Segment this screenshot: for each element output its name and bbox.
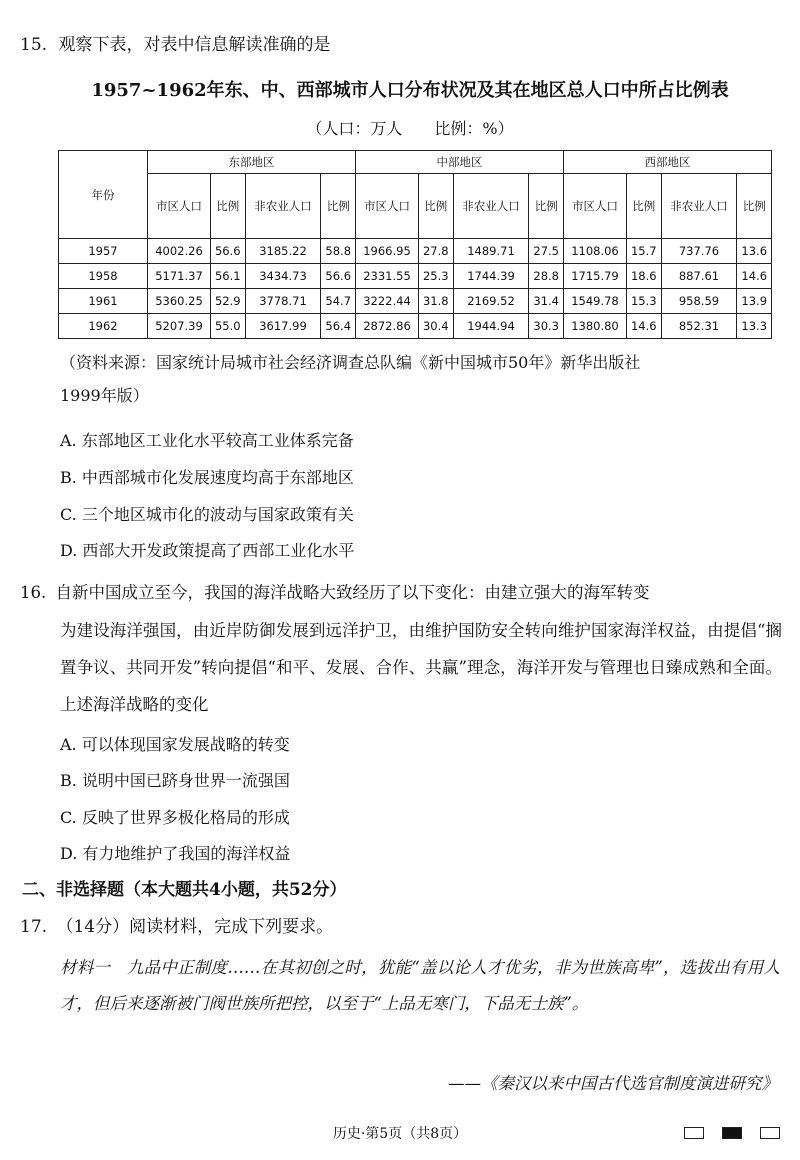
table-row (59, 314, 772, 339)
table-cell: 3617.99 (245, 314, 321, 339)
table-cell: 1966.95 (355, 239, 418, 264)
table-cell: 1380.80 (563, 314, 626, 339)
region-header-east: 东部地区 (148, 151, 356, 174)
table-cell: 1715.79 (563, 264, 626, 289)
table-cell: 4002.26 (148, 239, 211, 264)
col-ratio: 比例 (529, 174, 564, 239)
table-cell: 2872.86 (355, 314, 418, 339)
table-cell: 56.6 (211, 239, 246, 264)
table-cell: 3434.73 (245, 264, 321, 289)
table-cell: 52.9 (211, 289, 246, 314)
table-cell: 58.8 (321, 239, 356, 264)
table-title: 1957~1962年东、中、西部城市人口分布状况及其在地区总人口中所占比例表 (91, 80, 729, 101)
col-ratio: 比例 (419, 174, 454, 239)
table-cell: 2331.55 (355, 264, 418, 289)
table-cell: 3778.71 (245, 289, 321, 314)
table-cell: 28.8 (529, 264, 564, 289)
col-ratio: 比例 (211, 174, 246, 239)
table-row (59, 264, 772, 289)
table-cell: 958.59 (661, 289, 737, 314)
table-cell: 14.6 (737, 264, 772, 289)
col-urban-pop: 市区人口 (148, 174, 211, 239)
question-16-line1 (20, 580, 650, 606)
year-cell: 1957 (59, 239, 148, 264)
col-urban-pop: 市区人口 (355, 174, 418, 239)
col-ratio: 比例 (737, 174, 772, 239)
col-urban-pop: 市区人口 (563, 174, 626, 239)
page-marker-box-filled (722, 1127, 742, 1139)
year-cell: 1961 (59, 289, 148, 314)
question-text: （14分）阅读材料，完成下列要求。 (56, 917, 334, 937)
table-cell: 3222.44 (355, 289, 418, 314)
section-heading: 二、非选择题（本大题共4小题，共52分） (22, 880, 347, 900)
q16-option-a: A. 可以体现国家发展战略的转变 (60, 735, 290, 754)
table-cell: 27.5 (529, 239, 564, 264)
table-cell: 15.7 (626, 239, 661, 264)
source-note-line2: 1999年版） (60, 386, 149, 405)
region-header-central: 中部地区 (355, 151, 563, 174)
region-header-west: 西部地区 (563, 151, 771, 174)
col-ratio: 比例 (626, 174, 661, 239)
question-16-text: 为建设海洋强国，由近岸防御发展到远洋护卫，由维护国防安全转向维护国家海洋权益，由提倡“搁置争议、共同开发”转向提倡“和平、发展、合作、共赢”理念，海洋开发与管理也日臻成熟和全面。上述海洋战略的变化 (60, 621, 782, 714)
year-cell: 1962 (59, 314, 148, 339)
q16-option-b: B. 说明中国已跻身世界一流强国 (60, 771, 290, 790)
table-cell: 56.4 (321, 314, 356, 339)
table-cell: 15.3 (626, 289, 661, 314)
table-cell: 1944.94 (453, 314, 529, 339)
year-header: 年份 (59, 151, 148, 239)
table-cell: 852.31 (661, 314, 737, 339)
table-cell: 14.6 (626, 314, 661, 339)
table-units: （人口：万人 比例：%） (306, 119, 514, 138)
table-cell: 887.61 (661, 264, 737, 289)
question-17-intro (20, 914, 333, 940)
col-ratio: 比例 (321, 174, 356, 239)
table-cell: 30.4 (419, 314, 454, 339)
table-cell: 5360.25 (148, 289, 211, 314)
table-cell: 31.4 (529, 289, 564, 314)
table-cell: 13.6 (737, 239, 772, 264)
table-cell: 54.7 (321, 289, 356, 314)
table-row (59, 239, 772, 264)
q15-option-d: D. 西部大开发政策提高了西部工业化水平 (60, 541, 355, 560)
source-note-line1: （资料来源：国家统计局城市社会经济调查总队编《新中国城市50年》新华出版社 (60, 353, 641, 372)
q15-option-c: C. 三个地区城市化的波动与国家政策有关 (60, 505, 354, 524)
table-cell: 56.1 (211, 264, 246, 289)
col-nonagri-pop: 非农业人口 (661, 174, 737, 239)
table-cell: 1489.71 (453, 239, 529, 264)
col-nonagri-pop: 非农业人口 (245, 174, 321, 239)
table-cell: 1549.78 (563, 289, 626, 314)
table-cell: 13.3 (737, 314, 772, 339)
page-footer: 历史·第5页（共8页） (332, 1126, 468, 1142)
table-cell: 25.3 (419, 264, 454, 289)
question-15-stem (20, 32, 330, 58)
col-nonagri-pop: 非农业人口 (453, 174, 529, 239)
material-1: 材料一 九品中正制度……在其初创之时，犹能“盖以论人才优劣，非为世族高卑”，选拔出有用人才，但后来逐渐被门阀世族所把控，以至于“上品无寒门，下品无士族”。 (60, 958, 780, 1013)
table-cell: 18.6 (626, 264, 661, 289)
year-cell: 1958 (59, 264, 148, 289)
q15-option-b: B. 中西部城市化发展速度均高于东部地区 (60, 468, 354, 487)
table-cell: 2169.52 (453, 289, 529, 314)
table-cell: 5207.39 (148, 314, 211, 339)
question-text: 观察下表，对表中信息解读准确的是 (58, 35, 331, 55)
q16-option-c: C. 反映了世界多极化格局的形成 (60, 808, 290, 827)
table-cell: 5171.37 (148, 264, 211, 289)
population-table (58, 150, 772, 339)
question-number: 15. (20, 35, 48, 55)
table-cell: 56.6 (321, 264, 356, 289)
page-marker-box (684, 1127, 704, 1139)
table-cell: 31.8 (419, 289, 454, 314)
table-cell: 1744.39 (453, 264, 529, 289)
table-cell: 27.8 (419, 239, 454, 264)
table-cell: 737.76 (661, 239, 737, 264)
table-cell: 30.3 (529, 314, 564, 339)
table-cell: 3185.22 (245, 239, 321, 264)
table-cell: 1108.06 (563, 239, 626, 264)
material-citation: ——《秦汉以来中国古代选官制度演进研究》 (448, 1074, 778, 1093)
page-marker-box (760, 1127, 780, 1139)
question-number: 17. (20, 917, 48, 937)
table-cell: 13.9 (737, 289, 772, 314)
table-row (59, 289, 772, 314)
question-number: 16. (20, 583, 47, 602)
question-text: 自新中国成立至今，我国的海洋战略大致经历了以下变化：由建立强大的海军转变 (55, 583, 650, 602)
q16-option-d: D. 有力地维护了我国的海洋权益 (60, 844, 291, 863)
table-cell: 55.0 (211, 314, 246, 339)
q15-option-a: A. 东部地区工业化水平较高工业体系完备 (60, 431, 354, 450)
